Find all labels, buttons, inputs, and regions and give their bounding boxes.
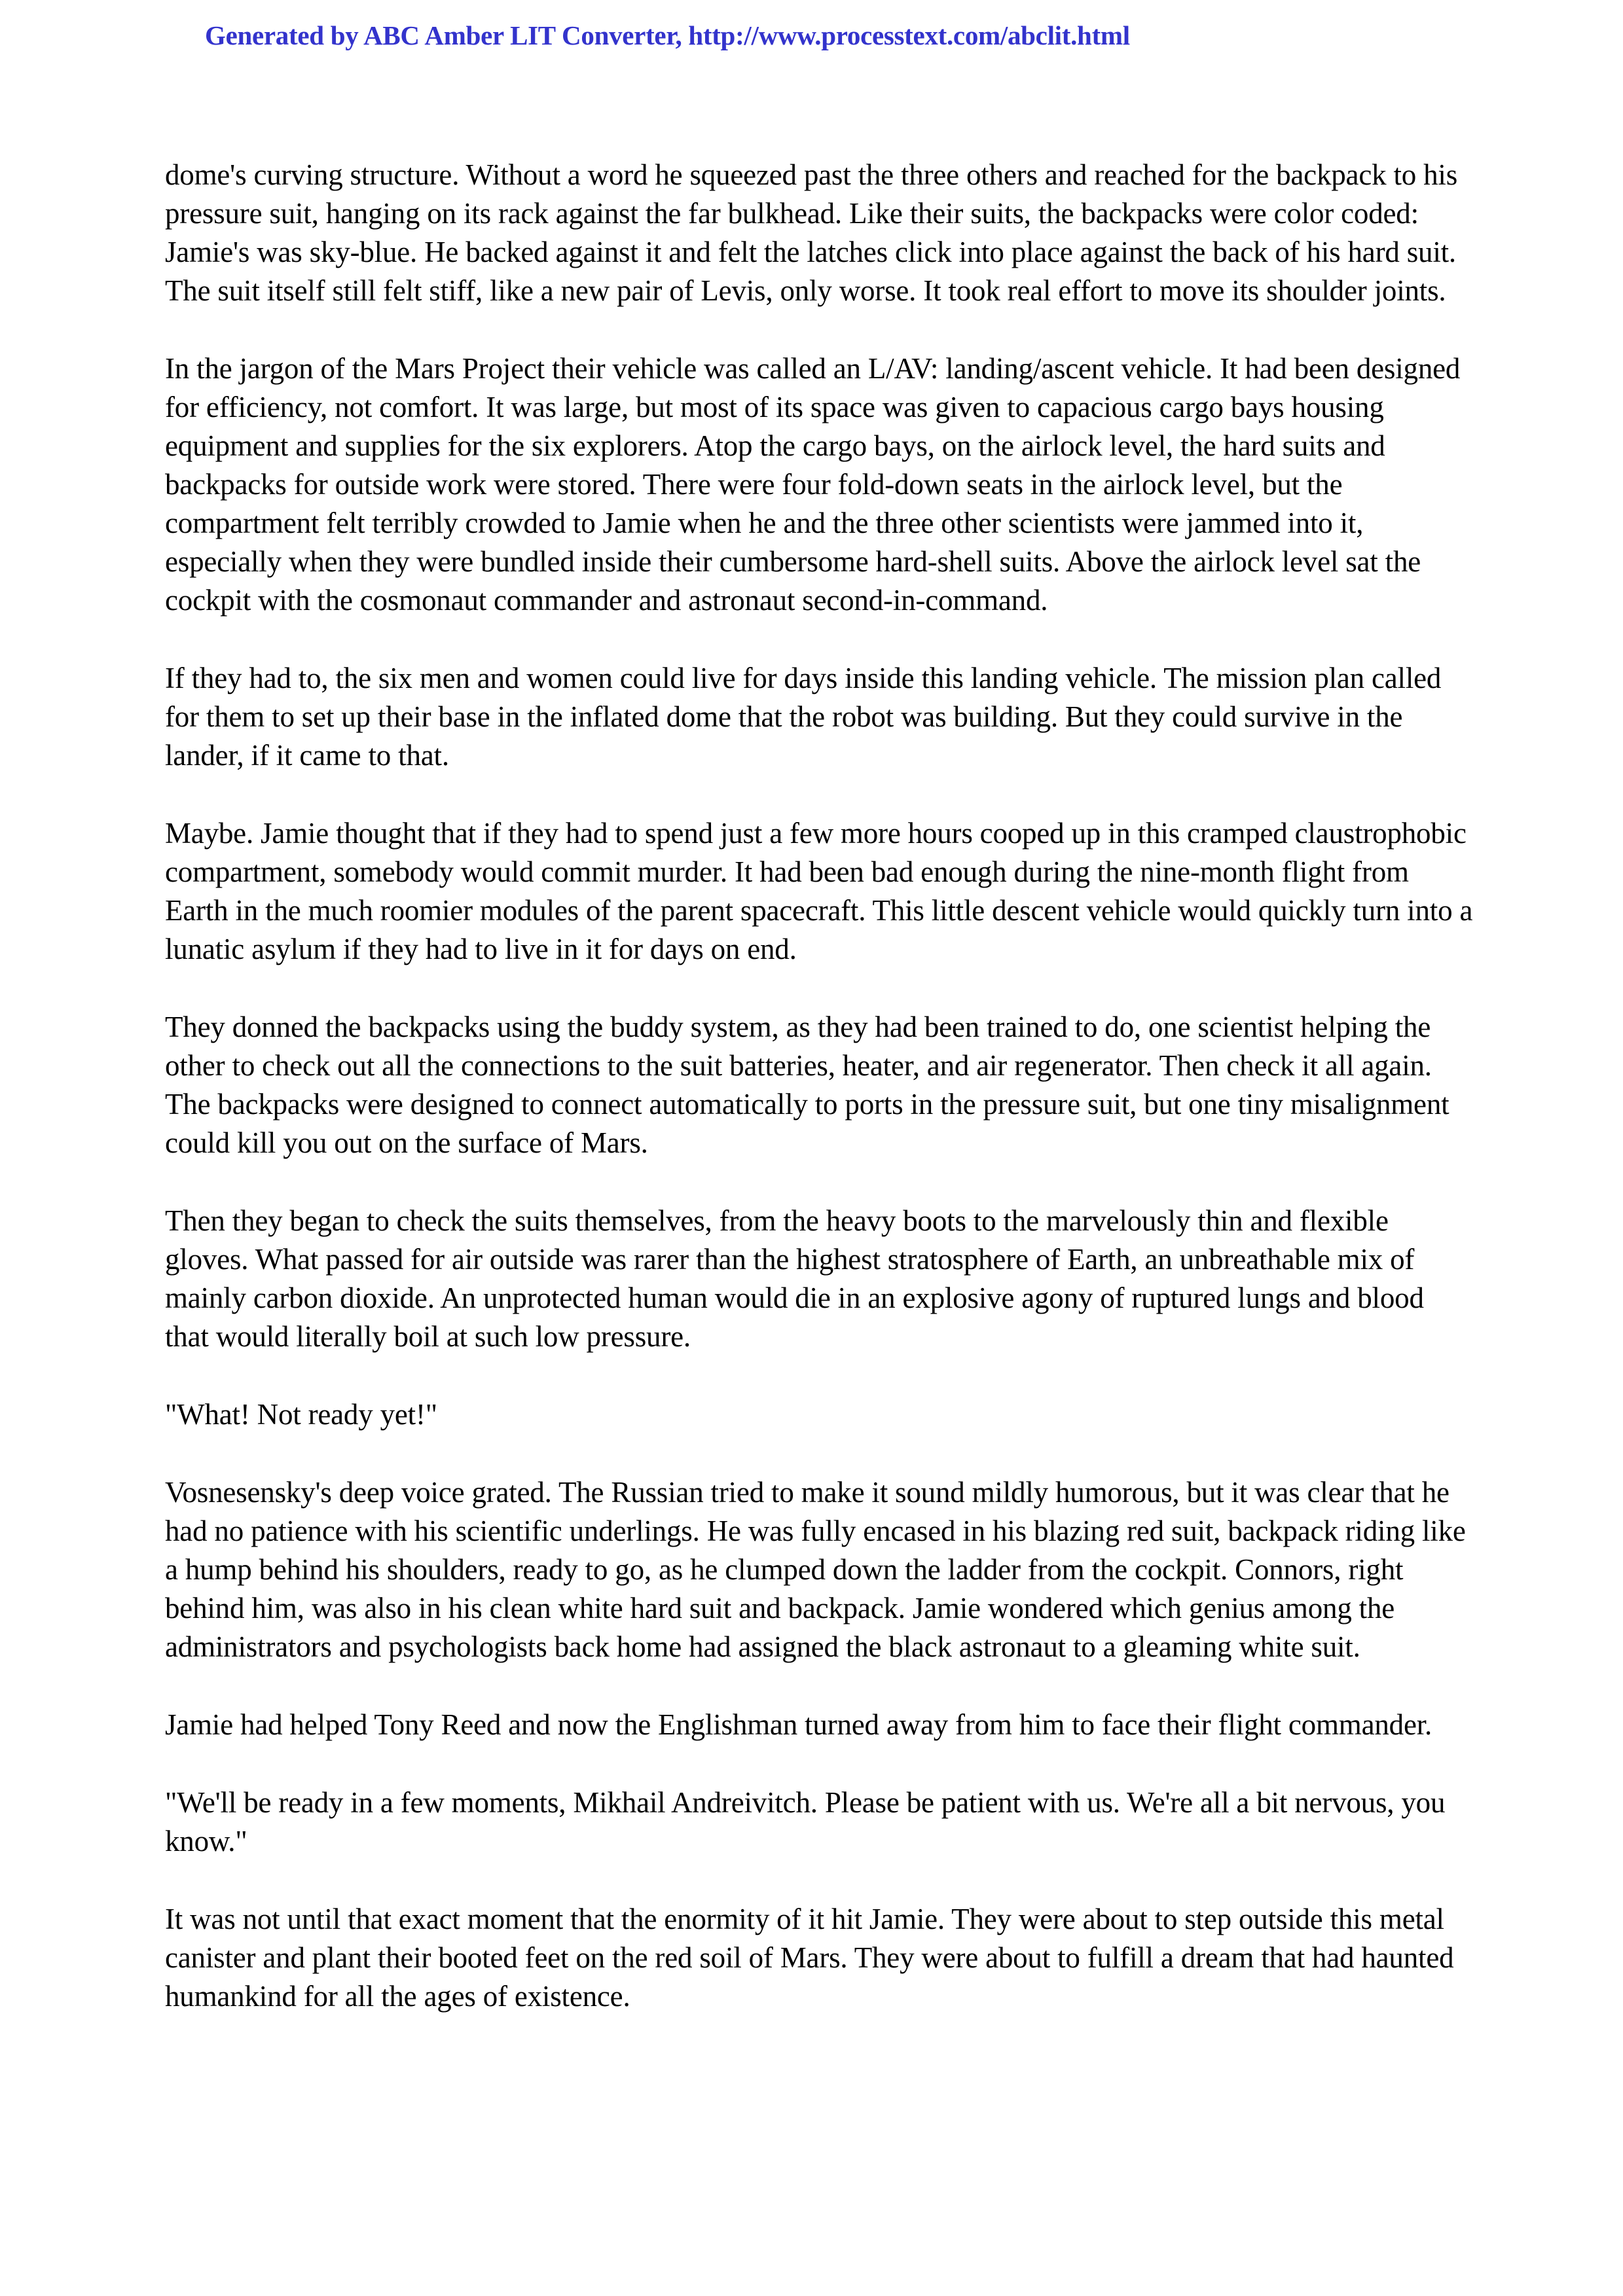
- paragraph: "We'll be ready in a few moments, Mikhail Andreivitch. Please be patient with us. We're all a bit nervous, you know.": [165, 1786, 1446, 1857]
- converter-header-link[interactable]: Generated by ABC Amber LIT Converter, http://www.processtext.com/abclit.html: [205, 20, 1130, 50]
- paragraph: dome's curving structure. Without a word he squeezed past the three others and reached for the backpack to his pressure suit, hanging on its rack against the far bulkhead. Like their suits, the backpacks were color coded: Jamie's was sky-blue. He backed against it and felt the latches click into place against the back of his hard suit. The suit itself still felt stiff, like a new pair of Levis, only worse. It took real effort to move its shoulder joints.: [165, 158, 1458, 307]
- paragraph: "What! Not ready yet!": [165, 1398, 437, 1431]
- paragraph: It was not until that exact moment that the enormity of it hit Jamie. They were about to step outside this metal canister and plant their booted feet on the red soil of Mars. They were about to fulfill a dream that had haunted humankind for all the ages of existence.: [165, 1903, 1454, 2013]
- paragraph: They donned the backpacks using the buddy system, as they had been trained to do, one scientist helping the other to check out all the connections to the suit batteries, heater, and air regenerator. Then check it all again. The backpacks were designed to connect automatically to ports in the pressure suit, but one tiny misalignment could kill you out on the surface of Mars.: [165, 1011, 1450, 1159]
- paragraph: In the jargon of the Mars Project their vehicle was called an L/AV: landing/ascent vehicle. It had been designed for efficiency, not comfort. It was large, but most of its space was given to capacious cargo bays housing equipment and supplies for the six explorers. Atop the cargo bays, on the airlock level, the hard suits and backpacks for outside work were stored. There were four fold-down seats in the airlock level, but the compartment felt terribly crowded to Jamie when he and the three other scientists were jammed into it, especially when they were bundled inside their cumbersome hard-shell suits. Above the airlock level sat the cockpit with the cosmonaut commander and astronaut second-in-command.: [165, 352, 1461, 617]
- paragraph: Vosnesensky's deep voice grated. The Russian tried to make it sound mildly humorous, but it was clear that he had no patience with his scientific underlings. He was fully encased in his blazing red suit, backpack riding like a hump behind his shoulders, ready to go, as he clumped down the ladder from the cockpit. Connors, right behind him, was also in his clean white hard suit and backpack. Jamie wondered which genius among the administrators and psychologists back home had assigned the black astronaut to a gleaming white suit.: [165, 1476, 1466, 1663]
- document-body: [165, 156, 1474, 2016]
- paragraph: Maybe. Jamie thought that if they had to spend just a few more hours cooped up in this cramped claustrophobic compartment, somebody would commit murder. It had been bad enough during the nine-month flight from Earth in the much roomier modules of the parent spacecraft. This little descent vehicle would quickly turn into a lunatic asylum if they had to live in it for days on end.: [165, 817, 1473, 965]
- paragraph: If they had to, the six men and women could live for days inside this landing vehicle. The mission plan called for them to set up their base in the inflated dome that the robot was building. But they could survive in the lander, if it came to that.: [165, 662, 1442, 772]
- paragraph: Jamie had helped Tony Reed and now the Englishman turned away from him to face their flight commander.: [165, 1708, 1432, 1741]
- paragraph: Then they began to check the suits themselves, from the heavy boots to the marvelously thin and flexible gloves. What passed for air outside was rarer than the highest stratosphere of Earth, an unbreathable mix of mainly carbon dioxide. An unprotected human would die in an explosive agony of ruptured lungs and blood that would literally boil at such low pressure.: [165, 1204, 1424, 1353]
